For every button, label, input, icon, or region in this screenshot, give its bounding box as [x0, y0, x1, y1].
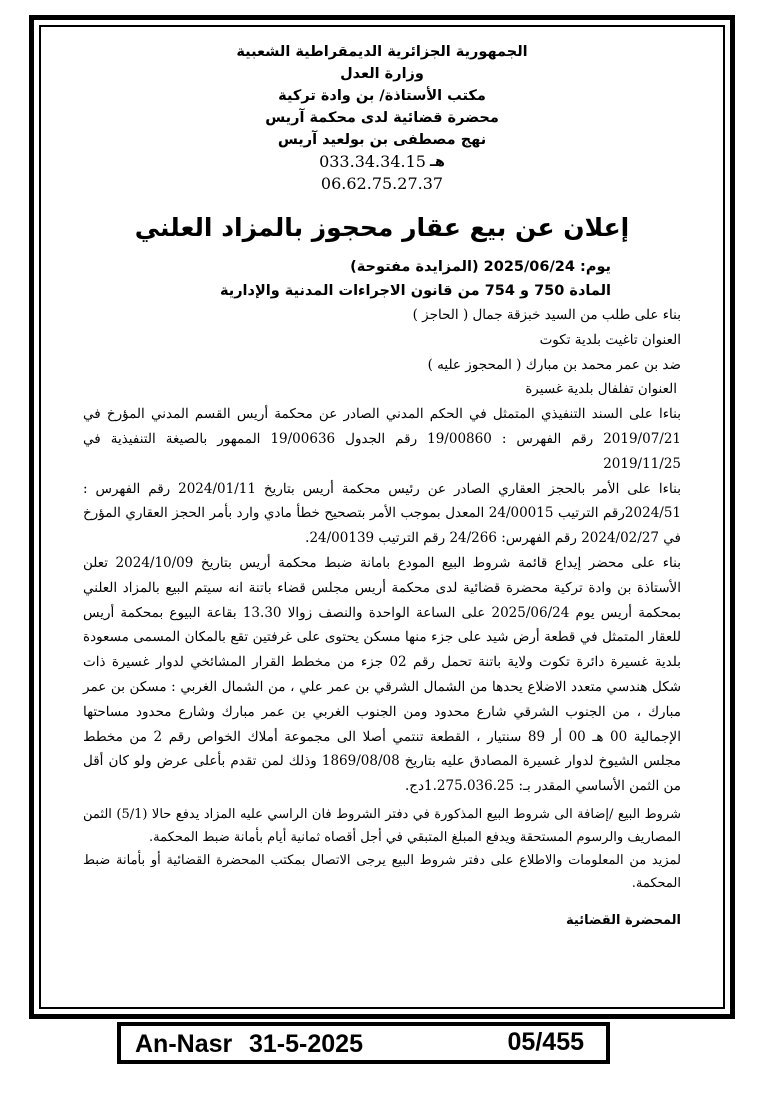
applicant-address: العنوان تاغيت بلدية تكوت	[539, 331, 681, 348]
applicant-line: بناء على طلب من السيد خبزقة جمال ( الحاجز )	[412, 307, 681, 323]
notice-content	[83, 41, 681, 928]
notice-body	[83, 303, 681, 799]
publication-date: 31-5-2025	[249, 1030, 363, 1058]
enforcement-title-paragraph: بناءا على السند التنفيذي المتمثل في الحكم المدني الصادر عن محكمة أريس القسم المدني المؤرخ في 2019/07/21 رقم الفهرس : 19/00860 رقم الجدول 19/00636 الممهور بالصيغة التنفيذية في 2019/11/25	[83, 406, 682, 472]
phone-row	[83, 151, 681, 173]
phone-number: 033.34.34.15	[319, 152, 426, 171]
respondent-address: العنوان تفلفال بلدية غسيرة	[525, 381, 677, 398]
sale-date: 2025/06/24	[483, 259, 575, 275]
day-label: يوم:	[580, 259, 611, 275]
article-line: المادة 750 و 754 من قانون الاجراءات المدنية والإدارية	[219, 283, 611, 299]
auction-note: (المزايدة مفتوحة)	[350, 259, 479, 275]
notice-title: إعلان عن بيع عقار محجوز بالمزاد العلني	[134, 213, 630, 242]
notice-inner-border	[39, 25, 725, 1009]
republic-name: الجمهورية الجزائرية الديمقراطية الشعبية	[236, 44, 528, 60]
signature: المحضرة القضائية	[566, 912, 681, 928]
payment-conditions: شروط البيع /إضافة الى شروط البيع المذكورة في دفتر الشروط فان الراسي عليه المزاد يدفع حالا (5/1) الثمن المصاريف والرسوم المستحقة ويدفع المبلغ المتبقي في أجل أقصاه ثمانية أيام بأمانة ضبط المحكمة.	[83, 806, 681, 845]
office-role: محضرة قضائية لدى محكمة آريس	[265, 110, 499, 126]
office-address: نهج مصطفى بن بولعيد آريس	[277, 132, 487, 148]
sale-details-paragraph: بناء على محضر إيداع قائمة شروط البيع المودع بامانة ضبط محكمة أريس بتاريخ 2024/10/09 تعلن الأستاذة بن وادة تركية محضرة قضائية لدى محكمة أريس مجلس قضاء باتنة انه سيتم البيع بالمزاد العلني بمحكمة أريس يوم 2025/06/24 على الساعة الواحدة والنصف زوالا 13.30 بقاعة البيوع بمحكمة أريس للعقار المتمثل في قطعة أرض شيد على جزء منها مسكن يحتوى على غرفتين تقع بالمكان المسمى مسعودة بلدية غسيرة دائرة تكوت ولاية باتنة تحمل رقم 02 جزء من مخطط القرار المشائخي لدوار غسيرة ذات شكل هندسي متعدد الاضلاع يحدها من الشمال الشرقي بن عمر علي ، من الشمال الغربي : مسكن بن عمر مبارك ، من الجنوب الشرقي شارع محدود ومن الجنوب الغربي بن عمر مبارك وشارع محدود مساحتها الإجمالية 00 هـ 00 أر 89 سنتيار ، القطعة تنتمي أصلا الى مجموعة أملاك الخواص رقم 2 من مخطط مجلس الشيوخ لدوار غسيرة المصادق عليه بتاريخ 1869/08/08 وذلك لمن تقدم بأعلى عرض ولو كان أقل من الثمن الأساسي المقدر بـ: 1.275.036.25دج.	[83, 554, 682, 795]
letterhead	[83, 41, 681, 195]
day-line	[83, 255, 681, 279]
mobile-number: 06.62.75.27.37	[320, 174, 444, 193]
phone-label: هـ	[429, 154, 445, 170]
sale-conditions	[83, 803, 681, 895]
publication-reference: 05/455	[507, 1028, 584, 1056]
seizure-order-paragraph: بناءا على الأمر بالحجز العقاري الصادر عن رئيس محكمة أريس بتاريخ 2024/01/11 رقم الفهرس : 2024/51رقم الترتيب 24/00015 المعدل بموجب الأمر بتصحيح خطأ مادي وارد بأمر الحجز العقاري المؤرخ في 2024/02/27 رقم الفهرس: 24/266 رقم الترتيب 24/00139.	[83, 480, 682, 547]
notice-frame	[29, 15, 735, 1019]
publication-name: An-Nasr	[135, 1030, 233, 1058]
office-name: مكتب الأستاذة/ بن وادة تركية	[278, 88, 486, 104]
respondent-line: ضد بن عمر محمد بن مبارك ( المحجوز عليه )	[427, 356, 681, 373]
publication-footer	[117, 1022, 610, 1064]
ministry-name: وزارة العدل	[340, 66, 424, 82]
contact-info: لمزيد من المعلومات والاطلاع على دفتر شروط البيع يرجى الاتصال بمكتب المحضرة القضائية أو بأمانة ضبط المحكمة.	[83, 852, 681, 891]
